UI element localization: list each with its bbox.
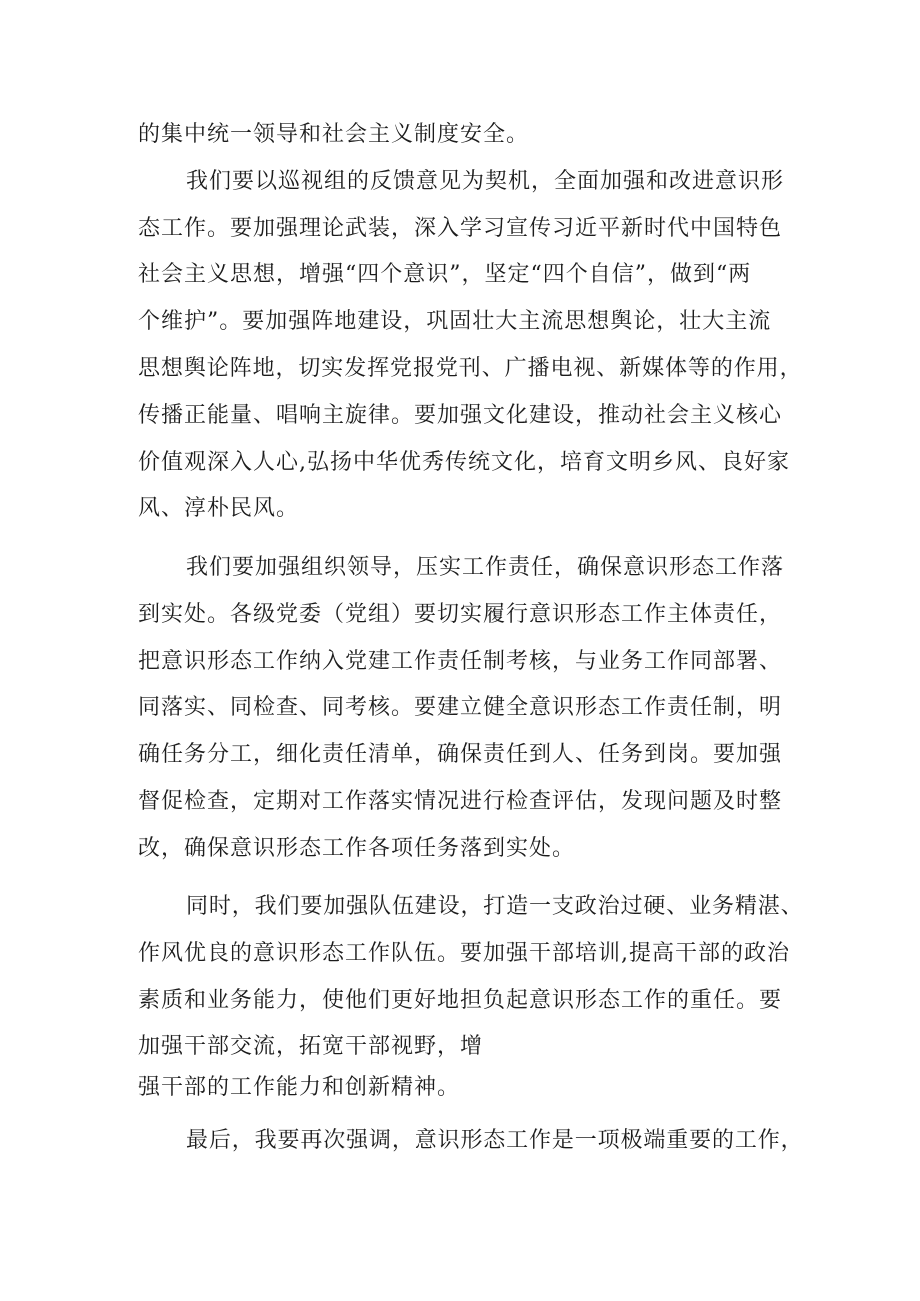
text-line: 思想舆论阵地，切实发挥党报党刊、广播电视、新媒体等的作用， (138, 356, 803, 381)
text-line: 素质和业务能力，使他们更好地担负起意识形态工作的重任。要 (138, 988, 783, 1013)
text-line: 社会主义思想，增强“四个意识”，坚定“四个自信”，做到“两 (138, 262, 752, 287)
text-line: 传播正能量、唱响主旋律。要加强文化建设，推动社会主义核心 (138, 403, 783, 428)
text-line: 加强干部交流，拓宽干部视野，增 (138, 1034, 484, 1059)
text-line: 确任务分工，细化责任清单，确保责任到人、任务到岗。要加强 (138, 742, 783, 767)
text-line: 作风优良的意识形态工作队伍。要加强干部培训,提高干部的政治 (138, 941, 790, 966)
text-line: 强干部的工作能力和创新精神。 (138, 1075, 461, 1100)
text-line: 态工作。要加强理论武装，深入学习宣传习近平新时代中国特色 (138, 216, 783, 241)
text-line: 的集中统一领导和社会主义制度安全。 (138, 122, 530, 147)
text-line: 风、淳朴民风。 (138, 496, 300, 521)
text-line: 同时，我们要加强队伍建设，打造一支政治过硬、业务精湛、 (186, 894, 804, 919)
text-line: 同落实、同检查、同考核。要建立健全意识形态工作责任制，明 (138, 695, 783, 720)
text-line: 个维护”。要加强阵地建设，巩固壮大主流思想舆论，壮大主流 (138, 309, 772, 334)
text-line: 到实处。各级党委（党组）要切实履行意识形态工作主体责任， (138, 602, 783, 627)
text-line: 把意识形态工作纳入党建工作责任制考核，与业务工作同部署、 (138, 649, 783, 674)
text-line: 价值观深入人心,弘扬中华优秀传统文化，培育文明乡风、良好家 (138, 450, 790, 475)
text-line: 最后，我要再次强调，意识形态工作是一项极端重要的工作， (186, 1128, 804, 1153)
text-line: 我们要以巡视组的反馈意见为契机，全面加强和改进意识形 (186, 169, 785, 194)
text-line: 我们要加强组织领导，压实工作责任，确保意识形态工作落 (186, 555, 785, 580)
text-line: 改，确保意识形态工作各项任务落到实处。 (138, 836, 576, 861)
text-line: 督促检查，定期对工作落实情况进行检查评估，发现问题及时整 (138, 789, 783, 814)
